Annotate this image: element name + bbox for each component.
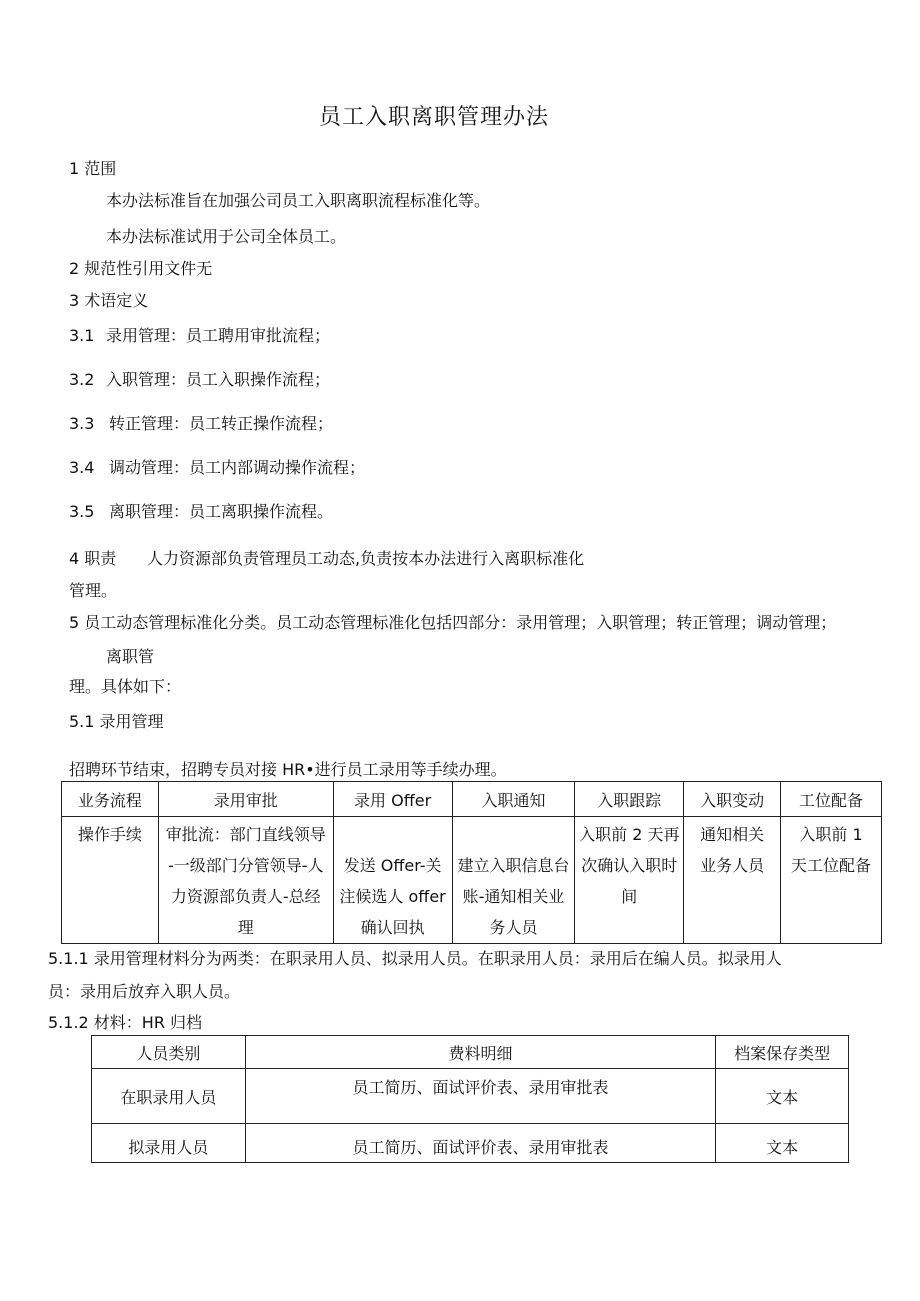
cell-line: 建立入职信息台	[457, 856, 570, 875]
section-5-1-heading: 5.1 录用管理	[69, 712, 164, 731]
table-row	[92, 1124, 849, 1163]
term-text: 离职管理：员工离职操作流程。	[109, 502, 334, 521]
header-cell: 工位配备	[781, 782, 882, 817]
cell-line: 间	[621, 887, 638, 906]
table-cell	[158, 817, 333, 944]
table-cell	[684, 817, 781, 944]
section-3-heading: 3 术语定义	[69, 291, 149, 310]
table-cell: 在职录用人员	[92, 1069, 246, 1124]
cell-line: 入职前 2 天再	[579, 825, 680, 844]
header-cell: 业务流程	[62, 782, 159, 817]
section-5-1-intro: 招聘环节结束，招聘专员对接 HR•进行员工录用等手续办理。	[69, 760, 507, 779]
cell-line: 账-通知相关业	[462, 887, 565, 906]
header-cell: 入职变动	[684, 782, 781, 817]
section-5-line-2: 离职管	[106, 647, 155, 666]
cell-line	[453, 819, 575, 850]
term-text: 调动管理：员工内部调动操作流程；	[109, 458, 366, 477]
table-cell: 文本	[716, 1069, 849, 1124]
section-4-continuation: 管理。	[69, 581, 118, 600]
table-cell	[781, 817, 882, 944]
term-number: 3.4	[69, 458, 95, 477]
table-cell: 拟录用人员	[92, 1124, 246, 1163]
recruitment-process-table	[61, 781, 882, 944]
header-cell: 录用审批	[158, 782, 333, 817]
term-text: 录用管理：员工聘用审批流程；	[106, 326, 331, 345]
table-cell: 员工简历、面试评价表、录用审批表	[245, 1124, 715, 1163]
table-cell	[62, 817, 159, 944]
term-number: 3.3	[69, 414, 95, 433]
cell-line: 力资源部负责人-总经	[170, 887, 321, 906]
term-number: 3.5	[69, 502, 95, 521]
term-item	[69, 369, 330, 391]
term-item	[69, 457, 365, 479]
cell-line: 入职前 1	[799, 825, 863, 844]
cell-line: 注候选人 offer	[339, 887, 446, 906]
section-5-line-3: 理。具体如下：	[69, 677, 182, 696]
term-number: 3.2	[69, 370, 95, 389]
term-item	[69, 325, 330, 347]
table-cell	[333, 817, 452, 944]
header-cell: 档案保存类型	[716, 1036, 849, 1069]
cell-line: 天工位配备	[791, 856, 872, 875]
cell-line: -一级部门分管领导-人	[167, 856, 324, 875]
header-cell: 入职通知	[452, 782, 575, 817]
section-4-text: 人力资源部负责管理员工动态,负责按本办法进行入离职标准化	[147, 549, 585, 568]
section-1-paragraph-1: 本办法标准旨在加强公司员工入职离职流程标准化等。	[106, 191, 491, 210]
section-5-1-1-line-2: 员：录用后放弃入职人员。	[48, 982, 241, 1001]
section-2-heading: 2 规范性引用文件无	[69, 259, 213, 278]
header-cell: 人员类别	[92, 1036, 246, 1069]
cell-line: 理	[237, 918, 254, 937]
archive-materials-table	[91, 1035, 849, 1163]
table-row	[92, 1069, 849, 1124]
header-cell: 入职跟踪	[575, 782, 684, 817]
cell-line: 确认回执	[360, 918, 425, 937]
section-5-1-1-line-1: 5.1.1 录用管理材料分为两类：在职录用人员、拟录用人员。在职录用人员：录用后在编人员。拟录用人	[48, 949, 782, 968]
cell-line: 业务人员	[700, 856, 765, 875]
header-cell: 录用 Offer	[333, 782, 452, 817]
cell-line: 务人员	[489, 918, 538, 937]
cell-line: 操作手续	[77, 825, 142, 844]
term-number: 3.1	[69, 326, 95, 345]
section-1-paragraph-2: 本办法标准试用于公司全体员工。	[106, 227, 347, 246]
header-cell: 费料明细	[245, 1036, 715, 1069]
table-cell: 员工简历、面试评价表、录用审批表	[245, 1069, 715, 1124]
cell-line	[334, 819, 452, 850]
term-text: 转正管理：员工转正操作流程；	[109, 414, 334, 433]
cell-line: 通知相关	[700, 825, 765, 844]
cell-line: 审批流：部门直线领导	[165, 825, 326, 844]
section-4-heading: 4 职责	[69, 549, 117, 568]
cell-line: 发送 Offer-关	[343, 856, 442, 875]
document-title: 员工入职离职管理办法	[318, 105, 549, 130]
section-1-heading: 1 范围	[69, 159, 117, 178]
section-5-1-2-heading: 5.1.2 材料：HR 归档	[48, 1013, 203, 1032]
cell-line: 次确认入职时	[581, 856, 678, 875]
table-cell: 文本	[716, 1124, 849, 1163]
term-text: 入职管理：员工入职操作流程；	[106, 370, 331, 389]
section-5-line-1: 5 员工动态管理标准化分类。员工动态管理标准化包括四部分：录用管理；入职管理；转正管理；调动管理；	[69, 613, 837, 632]
table-cell	[575, 817, 684, 944]
table-cell	[452, 817, 575, 944]
table-header-row	[92, 1036, 849, 1069]
table-header-row	[62, 782, 882, 817]
table-row	[62, 817, 882, 944]
term-item	[69, 501, 333, 523]
term-item	[69, 413, 333, 435]
